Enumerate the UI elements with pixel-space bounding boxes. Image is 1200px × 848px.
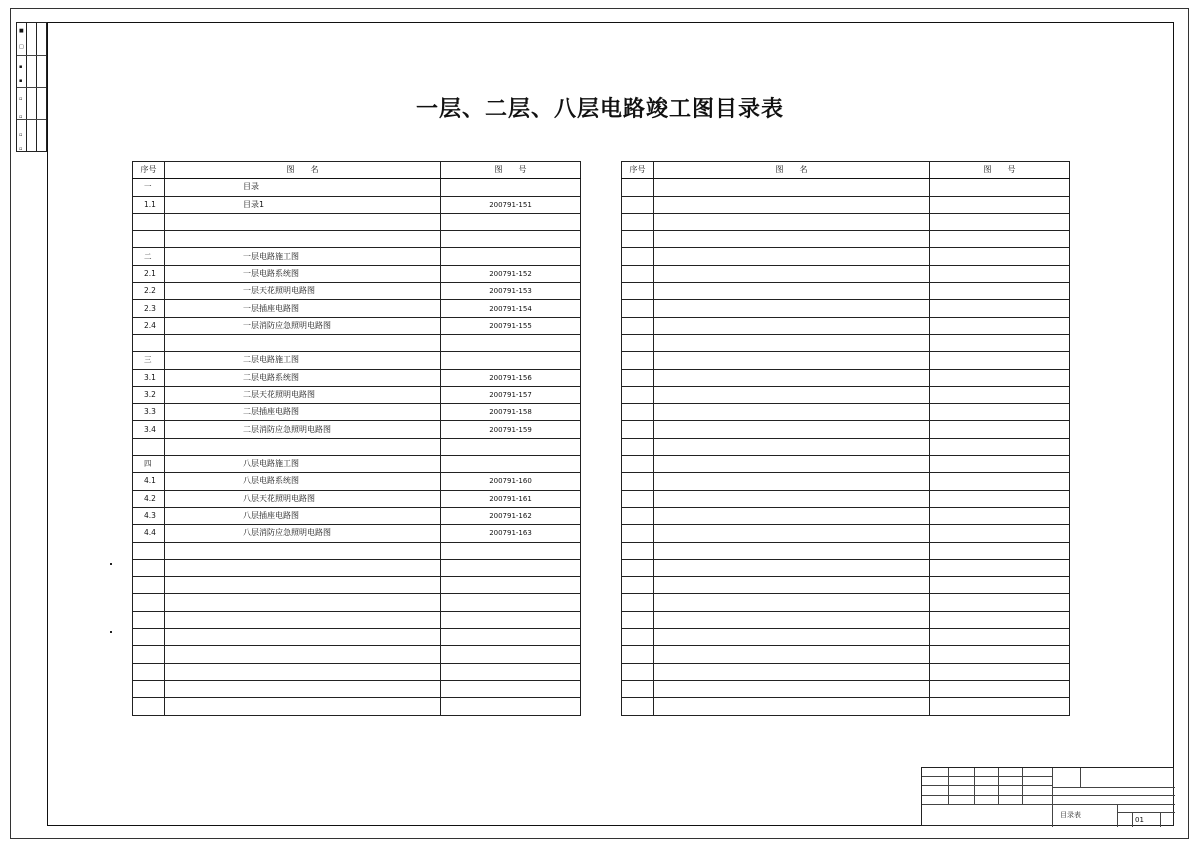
row-name xyxy=(654,386,930,403)
row-code xyxy=(930,663,1070,680)
table-row xyxy=(622,248,1070,265)
row-name xyxy=(165,577,441,594)
strip-mark: □ xyxy=(19,44,24,50)
row-seq xyxy=(622,334,654,351)
row-name: 一层电路系统图 xyxy=(165,265,441,282)
row-code xyxy=(930,386,1070,403)
title-block-rule xyxy=(1117,804,1118,827)
table-row xyxy=(133,646,581,663)
title-block-rule xyxy=(1080,768,1081,787)
row-seq xyxy=(622,629,654,646)
strip-mark: ▫ xyxy=(19,132,23,138)
row-code xyxy=(930,196,1070,213)
table-row xyxy=(622,456,1070,473)
row-code xyxy=(930,300,1070,317)
table-row xyxy=(622,179,1070,196)
row-seq: 2.3 xyxy=(133,300,165,317)
row-name xyxy=(654,438,930,455)
row-code xyxy=(441,179,581,196)
table-row xyxy=(133,698,581,715)
row-seq: 3.3 xyxy=(133,404,165,421)
row-seq xyxy=(622,283,654,300)
table-row xyxy=(133,300,581,317)
row-seq xyxy=(133,680,165,697)
row-code: 200791-155 xyxy=(441,317,581,334)
row-seq xyxy=(622,473,654,490)
row-code xyxy=(441,542,581,559)
row-code xyxy=(930,265,1070,282)
row-seq: 3.2 xyxy=(133,386,165,403)
header-code: 图 号 xyxy=(930,162,1070,179)
row-name xyxy=(654,680,930,697)
row-name: 八层消防应急照明电路图 xyxy=(165,525,441,542)
row-seq xyxy=(133,231,165,248)
table-row xyxy=(133,611,581,628)
row-name xyxy=(165,334,441,351)
row-code xyxy=(441,577,581,594)
row-code xyxy=(930,334,1070,351)
table-row xyxy=(622,404,1070,421)
title-block-rule xyxy=(1022,768,1023,804)
row-seq xyxy=(622,698,654,715)
row-code xyxy=(930,317,1070,334)
row-name xyxy=(654,663,930,680)
document-title: 一层、二层、八层电路竣工图目录表 xyxy=(415,97,784,122)
table-row xyxy=(622,213,1070,230)
header-name: 图 名 xyxy=(654,162,930,179)
table-row xyxy=(133,438,581,455)
table-row xyxy=(133,629,581,646)
row-code: 200791-152 xyxy=(441,265,581,282)
header-seq: 序号 xyxy=(622,162,654,179)
table-row xyxy=(133,386,581,403)
row-name xyxy=(654,577,930,594)
table-row xyxy=(133,283,581,300)
table-row xyxy=(622,680,1070,697)
table-row xyxy=(622,594,1070,611)
row-code xyxy=(441,663,581,680)
row-name xyxy=(654,352,930,369)
row-code xyxy=(441,231,581,248)
row-name: 八层天花照明电路图 xyxy=(165,490,441,507)
row-name xyxy=(654,421,930,438)
row-seq: 一 xyxy=(133,179,165,196)
table-row xyxy=(622,386,1070,403)
row-name: 二层电路施工图 xyxy=(165,352,441,369)
row-seq xyxy=(622,646,654,663)
table-row xyxy=(622,196,1070,213)
title-block xyxy=(921,767,1174,826)
row-seq: 4.3 xyxy=(133,507,165,524)
row-code xyxy=(930,525,1070,542)
row-name: 目录1 xyxy=(165,196,441,213)
row-seq xyxy=(133,559,165,576)
row-seq xyxy=(622,196,654,213)
table-row xyxy=(622,317,1070,334)
strip-mark: ▫ xyxy=(19,146,23,152)
row-code xyxy=(930,283,1070,300)
row-code xyxy=(930,646,1070,663)
title-block-rule xyxy=(922,785,1052,786)
row-seq: 2.4 xyxy=(133,317,165,334)
title-block-drawing-name: 目录表 xyxy=(1060,811,1081,819)
row-name: 一层插座电路图 xyxy=(165,300,441,317)
row-seq xyxy=(133,438,165,455)
row-code xyxy=(930,577,1070,594)
row-seq xyxy=(622,213,654,230)
row-name xyxy=(165,231,441,248)
title-block-sheet-number: 01 xyxy=(1135,816,1144,824)
directory-table-left xyxy=(132,161,581,716)
table-row xyxy=(622,265,1070,282)
row-seq xyxy=(622,300,654,317)
row-seq: 1.1 xyxy=(133,196,165,213)
row-seq xyxy=(622,542,654,559)
row-code xyxy=(930,456,1070,473)
table-row xyxy=(133,265,581,282)
row-name xyxy=(165,438,441,455)
table-row xyxy=(622,663,1070,680)
row-name xyxy=(654,179,930,196)
row-seq xyxy=(622,559,654,576)
table-row xyxy=(622,473,1070,490)
row-name xyxy=(654,334,930,351)
row-name xyxy=(654,629,930,646)
row-seq: 2.1 xyxy=(133,265,165,282)
table-row xyxy=(133,213,581,230)
row-name xyxy=(654,317,930,334)
strip-mark: ▫ xyxy=(19,114,23,120)
row-name xyxy=(654,369,930,386)
row-code xyxy=(930,421,1070,438)
table-header-row xyxy=(622,162,1070,179)
row-code xyxy=(441,456,581,473)
row-code xyxy=(930,404,1070,421)
row-code xyxy=(441,698,581,715)
row-code xyxy=(930,698,1070,715)
row-name xyxy=(654,559,930,576)
table-row xyxy=(133,542,581,559)
row-seq: 4.2 xyxy=(133,490,165,507)
title-block-rule xyxy=(1160,812,1161,827)
row-seq xyxy=(133,698,165,715)
row-seq xyxy=(622,179,654,196)
row-seq xyxy=(622,525,654,542)
strip-divider xyxy=(17,55,46,56)
row-name xyxy=(654,300,930,317)
row-seq xyxy=(622,404,654,421)
row-seq xyxy=(622,438,654,455)
row-name xyxy=(654,213,930,230)
row-code xyxy=(441,629,581,646)
table-row xyxy=(622,231,1070,248)
row-name xyxy=(165,663,441,680)
row-code xyxy=(930,473,1070,490)
row-name: 八层电路施工图 xyxy=(165,456,441,473)
row-name xyxy=(165,611,441,628)
row-seq xyxy=(622,248,654,265)
strip-mark: ▪ xyxy=(19,64,23,70)
table-row xyxy=(133,196,581,213)
row-name xyxy=(165,646,441,663)
row-code xyxy=(441,248,581,265)
table-row xyxy=(133,179,581,196)
row-code xyxy=(930,213,1070,230)
row-seq xyxy=(133,213,165,230)
table-row xyxy=(622,283,1070,300)
row-code xyxy=(930,594,1070,611)
row-seq xyxy=(622,317,654,334)
row-name xyxy=(165,680,441,697)
row-code: 200791-160 xyxy=(441,473,581,490)
row-name xyxy=(654,283,930,300)
title-block-rule xyxy=(974,768,975,804)
row-code xyxy=(441,594,581,611)
table-row xyxy=(622,559,1070,576)
table-row xyxy=(133,456,581,473)
row-name xyxy=(165,213,441,230)
table-row xyxy=(133,507,581,524)
table-row xyxy=(622,421,1070,438)
row-code xyxy=(930,542,1070,559)
row-code xyxy=(441,680,581,697)
row-name xyxy=(654,196,930,213)
row-name xyxy=(654,611,930,628)
row-seq xyxy=(622,265,654,282)
table-row xyxy=(133,369,581,386)
row-name xyxy=(654,646,930,663)
row-seq xyxy=(622,594,654,611)
table-row xyxy=(622,542,1070,559)
stray-dot xyxy=(110,563,112,565)
row-code xyxy=(930,490,1070,507)
title-block-rule xyxy=(1052,787,1175,788)
row-code: 200791-159 xyxy=(441,421,581,438)
row-seq xyxy=(622,490,654,507)
table-row xyxy=(133,680,581,697)
row-name: 一层消防应急照明电路图 xyxy=(165,317,441,334)
title-block-rule xyxy=(998,768,999,804)
row-code: 200791-157 xyxy=(441,386,581,403)
title-block-rule xyxy=(1052,768,1053,827)
table-row xyxy=(133,352,581,369)
row-code: 200791-153 xyxy=(441,283,581,300)
row-name xyxy=(654,525,930,542)
row-seq xyxy=(622,421,654,438)
row-code xyxy=(930,352,1070,369)
row-name xyxy=(165,542,441,559)
table-row xyxy=(133,421,581,438)
row-code xyxy=(930,179,1070,196)
row-code: 200791-163 xyxy=(441,525,581,542)
row-seq xyxy=(622,611,654,628)
row-seq: 3.4 xyxy=(133,421,165,438)
row-code xyxy=(441,646,581,663)
row-name: 二层插座电路图 xyxy=(165,404,441,421)
row-seq xyxy=(622,369,654,386)
row-seq xyxy=(622,577,654,594)
table-row xyxy=(133,231,581,248)
row-code xyxy=(441,559,581,576)
row-name xyxy=(654,473,930,490)
strip-mark: ▪ xyxy=(19,78,23,84)
row-seq xyxy=(133,611,165,628)
row-code xyxy=(930,369,1070,386)
row-code xyxy=(930,438,1070,455)
table-row xyxy=(133,248,581,265)
row-code xyxy=(930,559,1070,576)
binding-strip xyxy=(16,22,47,152)
title-block-rule xyxy=(948,768,949,804)
row-code: 200791-162 xyxy=(441,507,581,524)
strip-divider xyxy=(17,87,46,88)
row-name: 二层电路系统图 xyxy=(165,369,441,386)
table-row xyxy=(133,490,581,507)
row-seq xyxy=(133,594,165,611)
table-row xyxy=(622,490,1070,507)
row-name: 一层电路施工图 xyxy=(165,248,441,265)
row-name xyxy=(165,698,441,715)
strip-mark: ▫ xyxy=(19,96,23,102)
row-name xyxy=(654,490,930,507)
table-row xyxy=(622,352,1070,369)
row-code xyxy=(441,352,581,369)
row-name xyxy=(654,231,930,248)
table-row xyxy=(622,438,1070,455)
header-code: 图 号 xyxy=(441,162,581,179)
row-seq xyxy=(133,663,165,680)
row-seq: 二 xyxy=(133,248,165,265)
row-code xyxy=(441,611,581,628)
title-block-rule xyxy=(1117,812,1175,813)
row-code xyxy=(930,248,1070,265)
directory-table-right xyxy=(621,161,1070,716)
row-seq xyxy=(133,646,165,663)
row-code: 200791-161 xyxy=(441,490,581,507)
row-name xyxy=(654,507,930,524)
table-row xyxy=(133,404,581,421)
table-row xyxy=(622,629,1070,646)
table-row xyxy=(133,473,581,490)
row-code xyxy=(930,231,1070,248)
table-header-row xyxy=(133,162,581,179)
title-block-rule xyxy=(1052,804,1175,805)
row-seq xyxy=(622,231,654,248)
row-name xyxy=(654,265,930,282)
row-seq xyxy=(622,386,654,403)
title-block-rule xyxy=(922,776,1052,777)
row-name: 二层天花照明电路图 xyxy=(165,386,441,403)
row-code xyxy=(441,213,581,230)
row-name xyxy=(165,594,441,611)
table-row xyxy=(622,577,1070,594)
table-row xyxy=(622,646,1070,663)
row-name xyxy=(654,542,930,559)
row-seq: 4.4 xyxy=(133,525,165,542)
table-row xyxy=(133,525,581,542)
row-name xyxy=(654,248,930,265)
table-row xyxy=(622,611,1070,628)
title-block-rule xyxy=(1132,812,1133,827)
row-seq xyxy=(622,507,654,524)
row-code: 200791-154 xyxy=(441,300,581,317)
table-row xyxy=(133,663,581,680)
row-seq: 2.2 xyxy=(133,283,165,300)
row-seq xyxy=(133,577,165,594)
table-row xyxy=(622,369,1070,386)
row-seq xyxy=(133,542,165,559)
row-code xyxy=(930,680,1070,697)
row-seq: 四 xyxy=(133,456,165,473)
stray-dot xyxy=(110,631,112,633)
strip-mark: ■ xyxy=(19,28,24,34)
row-code xyxy=(930,611,1070,628)
table-row xyxy=(622,698,1070,715)
header-seq: 序号 xyxy=(133,162,165,179)
row-name: 目录 xyxy=(165,179,441,196)
title-block-rule xyxy=(922,804,1052,805)
row-seq xyxy=(622,456,654,473)
row-seq xyxy=(622,663,654,680)
header-name: 图 名 xyxy=(165,162,441,179)
row-code xyxy=(441,334,581,351)
title-block-rule xyxy=(922,795,1175,796)
row-seq xyxy=(622,352,654,369)
row-name: 二层消防应急照明电路图 xyxy=(165,421,441,438)
row-seq xyxy=(622,680,654,697)
row-code: 200791-158 xyxy=(441,404,581,421)
table-row xyxy=(622,300,1070,317)
table-row xyxy=(622,525,1070,542)
row-name xyxy=(165,559,441,576)
row-name: 八层电路系统图 xyxy=(165,473,441,490)
table-row xyxy=(133,317,581,334)
row-name xyxy=(654,698,930,715)
row-name: 八层插座电路图 xyxy=(165,507,441,524)
row-seq: 三 xyxy=(133,352,165,369)
table-row xyxy=(133,559,581,576)
row-code xyxy=(441,438,581,455)
row-seq xyxy=(133,629,165,646)
row-code: 200791-156 xyxy=(441,369,581,386)
row-code xyxy=(930,507,1070,524)
row-name xyxy=(165,629,441,646)
table-row xyxy=(133,334,581,351)
row-code xyxy=(930,629,1070,646)
row-name xyxy=(654,594,930,611)
row-code: 200791-151 xyxy=(441,196,581,213)
row-seq xyxy=(133,334,165,351)
row-name xyxy=(654,456,930,473)
table-row xyxy=(622,507,1070,524)
row-seq: 4.1 xyxy=(133,473,165,490)
table-row xyxy=(133,594,581,611)
table-row xyxy=(622,334,1070,351)
row-name xyxy=(654,404,930,421)
table-row xyxy=(133,577,581,594)
row-seq: 3.1 xyxy=(133,369,165,386)
row-name: 一层天花照明电路图 xyxy=(165,283,441,300)
